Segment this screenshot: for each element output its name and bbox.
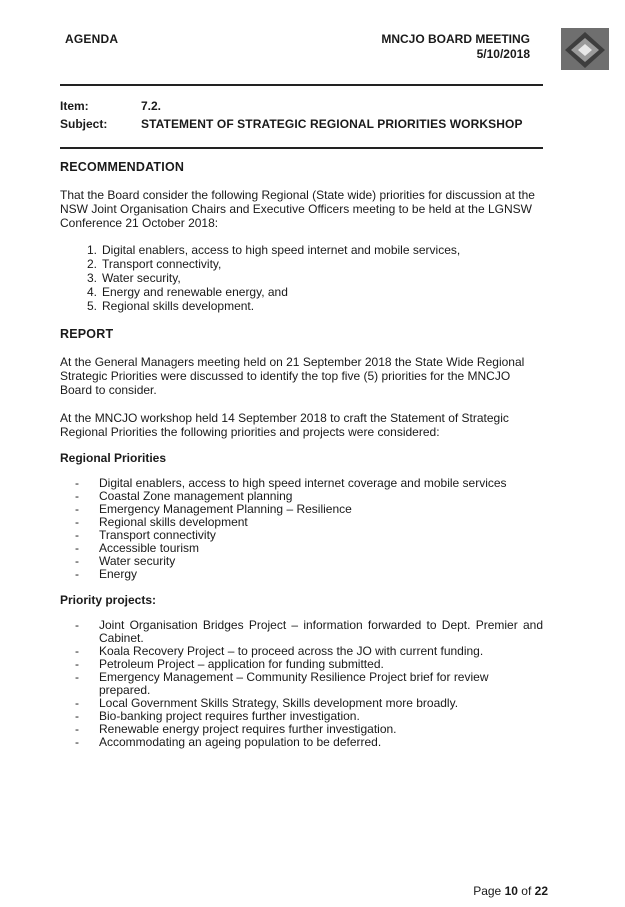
recommendation-list [60, 243, 543, 313]
report-paragraph-1: At the General Managers meeting held on 21 September 2018 the State Wide Regional Strategic Priorities were discussed to identify the top five (5) priorities for the MNCJO Board to consider. [60, 355, 525, 397]
regional-priorities-heading: Regional Priorities [60, 451, 167, 465]
page-number: Page 10 of 22 [473, 884, 548, 898]
list-item: 1. Digital enablers, access to high speed internet and mobile services, [87, 243, 461, 257]
list-item: - Digital enablers, access to high speed internet coverage and mobile services [75, 476, 507, 490]
item-label: Item: [60, 99, 89, 113]
list-item: - Regional skills development [75, 515, 248, 529]
list-item: - Koala Recovery Project – to proceed across the JO with current funding. [75, 644, 484, 658]
list-item: - Water security [75, 554, 176, 568]
report-heading: REPORT [60, 327, 114, 341]
list-item: 3. Water security, [87, 271, 181, 285]
subject-divider [60, 147, 543, 149]
document-body [60, 160, 543, 749]
item-row [60, 99, 161, 113]
recommendation-intro: That the Board consider the following Regional (State wide) priorities for discussion at the NSW Joint Organisation Chairs and Executive Officers meeting to be held at the LGNSW Conference 21 October 2018: [60, 188, 535, 230]
list-item: 2. Transport connectivity, [87, 257, 222, 271]
item-value: 7.2. [141, 99, 162, 113]
priority-projects-list [60, 619, 543, 749]
report-paragraph-2: At the MNCJO workshop held 14 September 2018 to craft the Statement of Strategic Regional Priorities the following priorities and projects were considered: [60, 411, 509, 439]
list-item: - Accommodating an ageing population to be deferred. [75, 735, 382, 749]
subject-value: STATEMENT OF STRATEGIC REGIONAL PRIORITIES WORKSHOP [141, 117, 523, 131]
subject-label: Subject: [60, 117, 108, 131]
subject-row [60, 117, 523, 131]
regional-priorities-list [60, 477, 543, 581]
mncjo-logo-icon [561, 28, 609, 70]
list-item: - Local Government Skills Strategy, Skills development more broadly. [75, 696, 459, 710]
list-item: - Transport connectivity [75, 528, 216, 542]
recommendation-heading: RECOMMENDATION [60, 160, 185, 174]
meeting-date: 5/10/2018 [476, 47, 530, 61]
list-item: - Renewable energy project requires further investigation. [75, 722, 397, 736]
list-item: - Coastal Zone management planning [75, 489, 293, 503]
meeting-title: MNCJO BOARD MEETING [381, 32, 530, 46]
priority-projects-heading: Priority projects: [60, 593, 157, 607]
header-meeting-info [381, 32, 530, 62]
list-item: - Petroleum Project – application for funding submitted. [75, 657, 384, 671]
header-agenda-label: AGENDA [65, 32, 119, 46]
list-item: - Energy [75, 567, 138, 581]
list-item: - Emergency Management – Community Resilience Project brief for review prepared. [75, 670, 489, 697]
list-item: - Bio-banking project requires further investigation. [75, 709, 360, 723]
list-item: - Joint Organisation Bridges Project – information forwarded to Dept. Premier and Cabinet. [75, 618, 543, 645]
list-item: - Accessible tourism [75, 541, 200, 555]
list-item: - Emergency Management Planning – Resilience [75, 502, 352, 516]
list-item: 5. Regional skills development. [87, 299, 255, 313]
header-divider [60, 84, 543, 86]
list-item: 4. Energy and renewable energy, and [87, 285, 288, 299]
